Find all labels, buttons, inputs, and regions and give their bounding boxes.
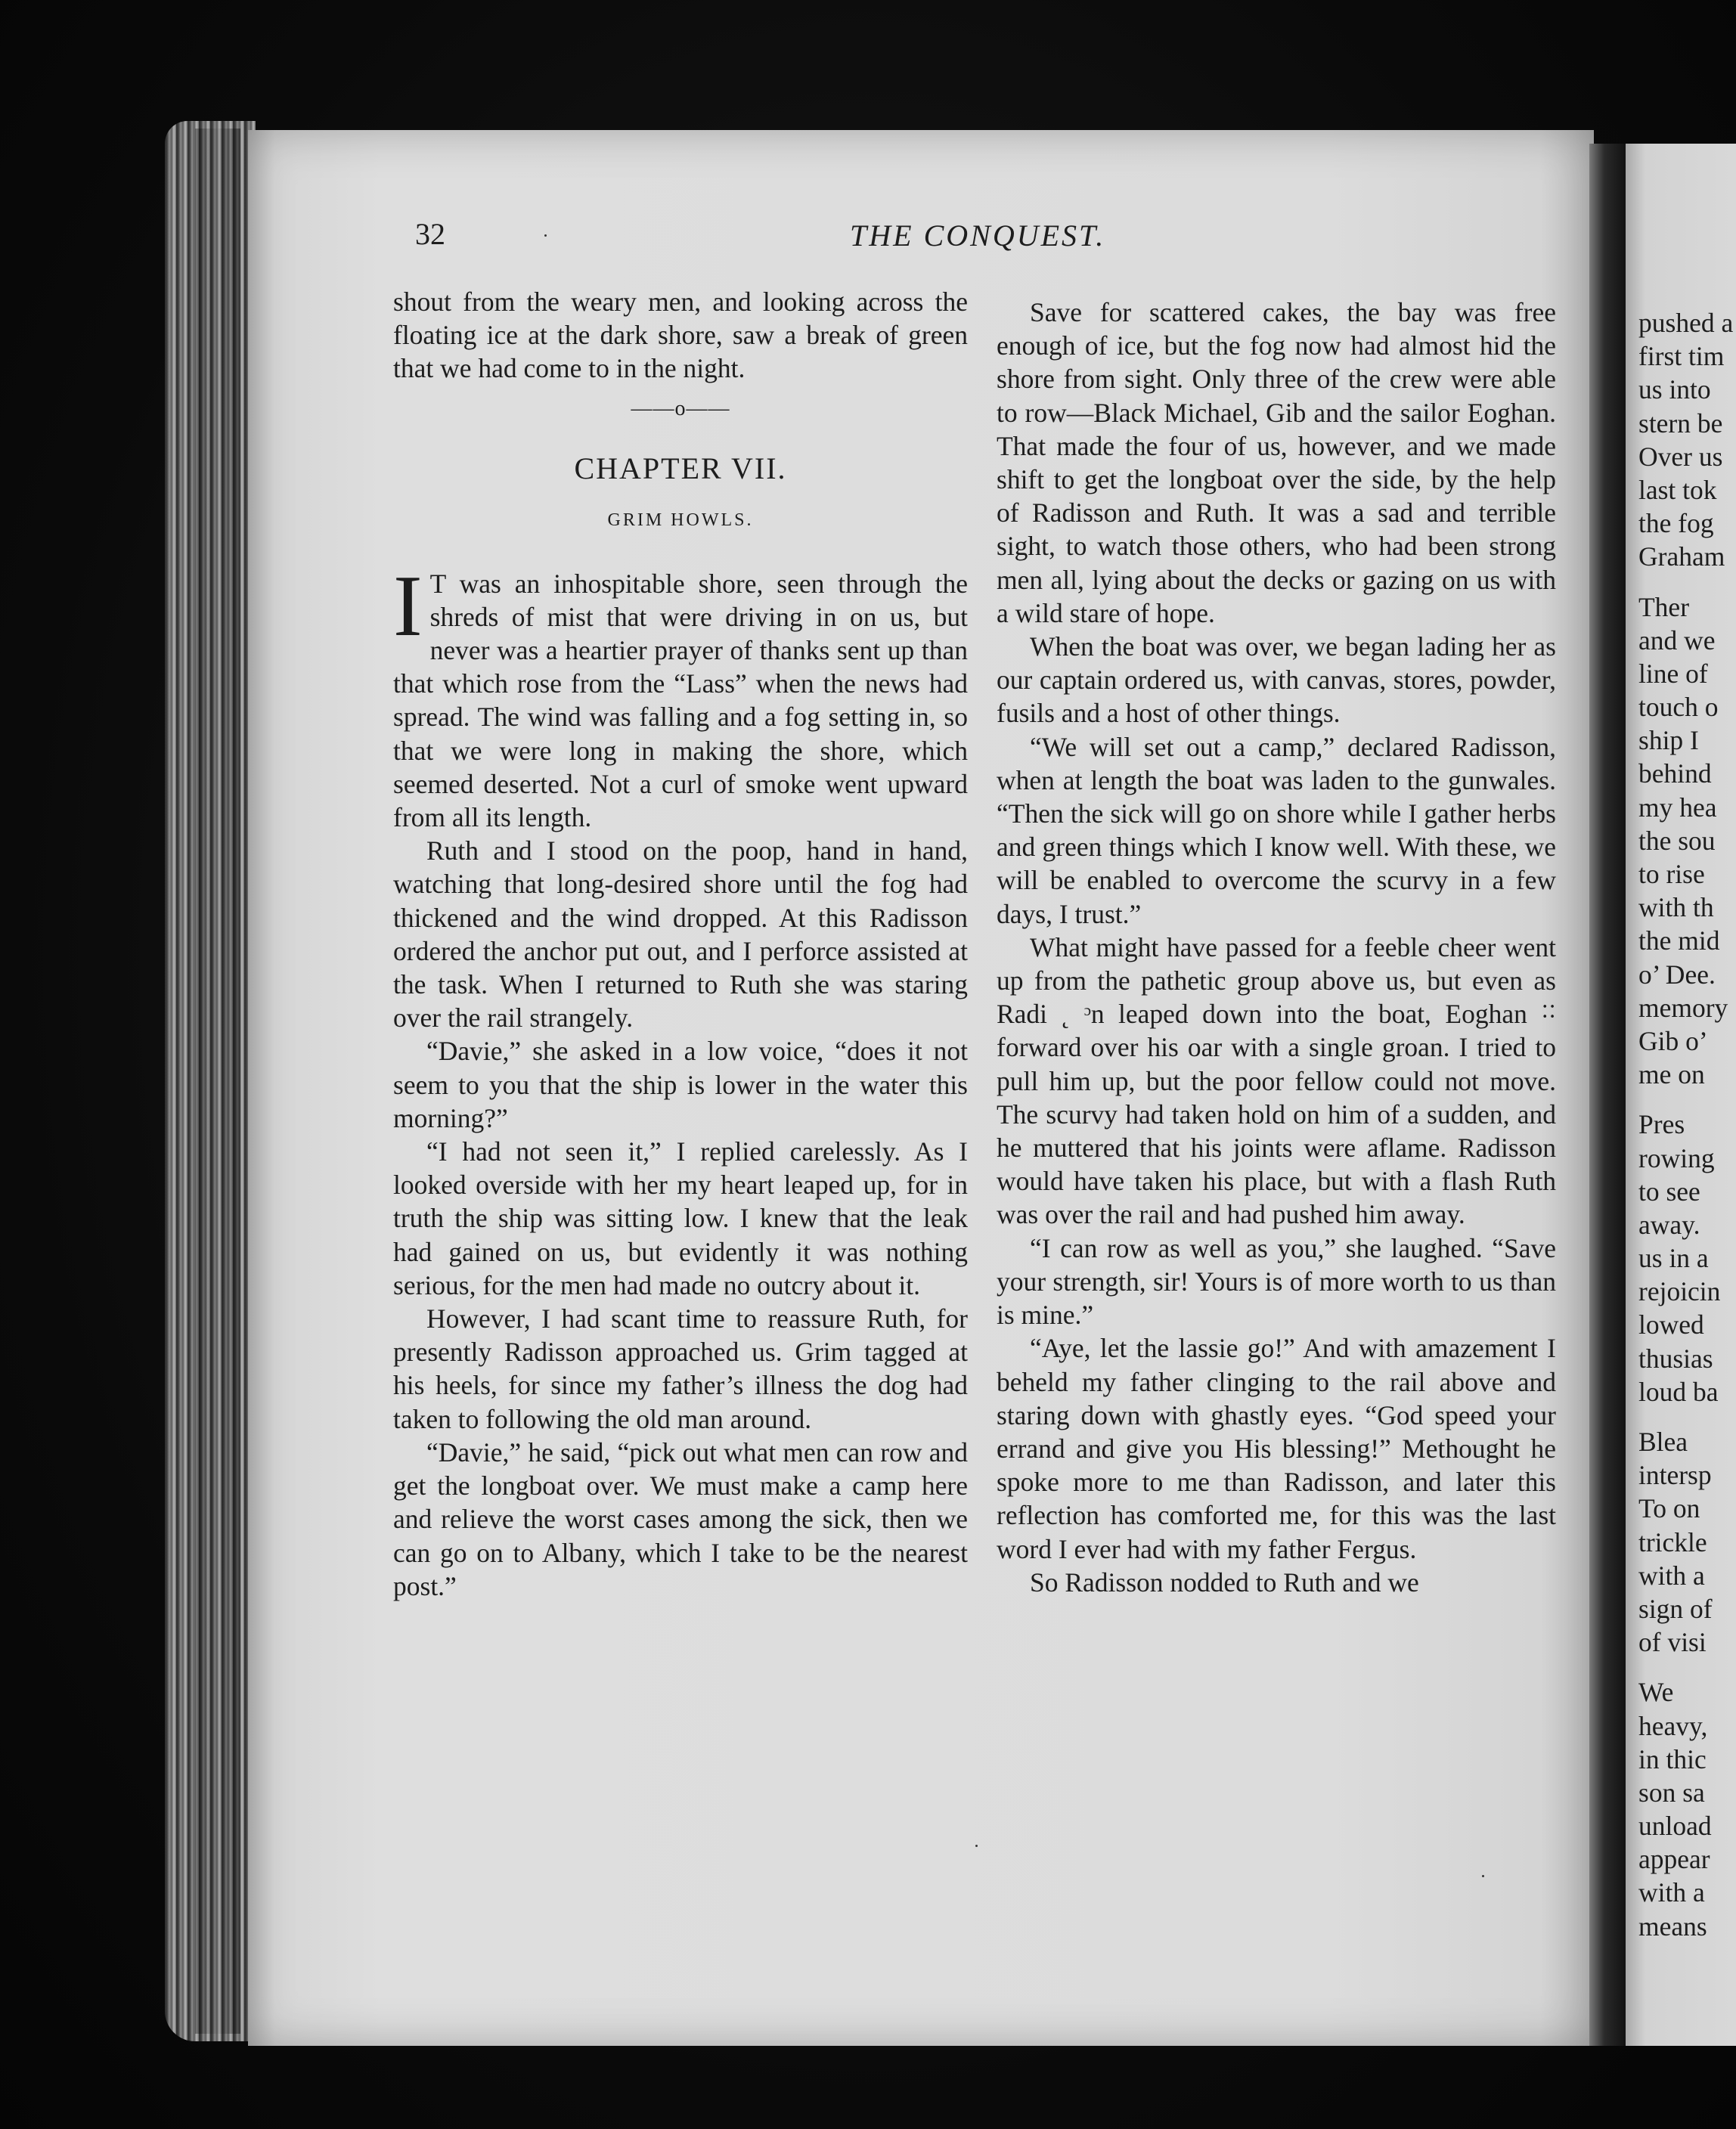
next-page-line: stern be: [1638, 408, 1723, 439]
next-page-line: thusias: [1638, 1343, 1713, 1374]
next-page-line: means: [1638, 1911, 1707, 1942]
paragraph: “I can row as well as you,” she laughed. “Save your strength, sir! Yours is of more worth to us than is mine.”: [997, 1232, 1556, 1331]
opening-paragraph: [393, 557, 968, 835]
next-page-line: of visi: [1638, 1627, 1707, 1658]
paragraph: “I had not seen it,” I replied carelessly. As I looked overside with her my heart leaped up, for in truth the ship was sitting low. I knew that the leak had gained on us, but evidently it was nothing serious, for the men had made no outcry about it.: [393, 1136, 968, 1300]
next-page-line: We: [1638, 1677, 1674, 1708]
next-page-line: in thic: [1638, 1743, 1707, 1774]
next-page-line: with a: [1638, 1560, 1705, 1591]
next-page-line: pushed a: [1638, 308, 1734, 338]
next-page-line: Over us: [1638, 441, 1723, 472]
page-number: 32: [415, 217, 445, 251]
paragraph: So Radisson nodded to Ruth and we: [1030, 1567, 1419, 1598]
next-page-line: and we: [1638, 624, 1716, 655]
next-page-text-clip: [1626, 144, 1736, 2046]
next-page-line: behind: [1638, 758, 1712, 789]
next-page-line: us in a: [1638, 1243, 1709, 1274]
next-page-line: o’ Dee.: [1638, 959, 1716, 990]
next-page-line: to see: [1638, 1176, 1700, 1207]
next-page-line: Graham: [1638, 541, 1725, 572]
next-page-line: appear: [1638, 1844, 1710, 1875]
next-page-line: to rise: [1638, 859, 1705, 889]
print-speck: [544, 234, 547, 237]
paragraph-gap: [1638, 574, 1736, 590]
next-page-line: Ther: [1638, 591, 1690, 622]
paragraph: When the boat was over, we began lading her as our captain ordered us, with canvas, stores, powder, fusils and a host of other things.: [997, 631, 1556, 729]
next-page-line: first tim: [1638, 341, 1725, 372]
next-page-line: Blea: [1638, 1427, 1688, 1457]
page-edges-shadow: [195, 129, 240, 2034]
next-page-line: the fog: [1638, 508, 1714, 539]
paragraph: Ruth and I stood on the poop, hand in hand, watching that long-desired shore until the fog had thickened and the wind dropped. At this Radisson ordered the anchor put out, and I perforce assisted at the task. When I returned to Ruth she was staring over the rail strangely.: [393, 835, 968, 1034]
next-page-line: last tok: [1638, 474, 1717, 505]
next-page-line: away.: [1638, 1209, 1700, 1240]
next-page-line: unload: [1638, 1811, 1712, 1842]
next-page-line: rowing: [1638, 1142, 1715, 1173]
next-page-line: memory: [1638, 992, 1728, 1023]
left-column: [393, 285, 968, 1603]
next-page-line: rejoicin: [1638, 1276, 1721, 1307]
page-header: [0, 213, 1736, 259]
next-page-line: my hea: [1638, 792, 1717, 823]
next-page-line: us into: [1638, 374, 1711, 405]
next-page-line: with a: [1638, 1877, 1705, 1908]
next-page-line: Pres: [1638, 1109, 1685, 1140]
running-title: THE CONQUEST.: [850, 218, 1106, 253]
paragraph: “Aye, let the lassie go!” And with amazement I beheld my father clinging to the rail above and staring down with ghastly eyes. “God speed your errand and give you His blessing!” Methought he spoke more to me than Radisson, and later this reflection has comforted me, for this was the last word I ever had with my father Fergus.: [997, 1333, 1556, 1564]
paragraph: However, I had scant time to reassure Ruth, for presently Radisson approached us. Grim tagged at his heels, for since my father’s illness the dog had taken to following the old man around.: [393, 1303, 968, 1434]
opening-text: T was an inhospitable shore, seen through the shreds of mist that were driving in on us, but never was a heartier prayer of thanks sent up than that which rose from the “Lass” when the news had spread. The wind was falling and a fog setting in, so that we were long in making the shore, which seemed deserted. Not a curl of smoke went upward from all its length.: [393, 568, 968, 833]
next-page-line: line of: [1638, 658, 1708, 689]
chapter-subtitle: GRIM HOWLS.: [607, 510, 754, 530]
next-page-line: ship I: [1638, 725, 1699, 756]
right-column: [997, 296, 1556, 1599]
next-page-line: me on: [1638, 1059, 1705, 1090]
next-page-line: Gib o’: [1638, 1025, 1708, 1056]
next-page-line: son sa: [1638, 1777, 1705, 1808]
chapter-title: CHAPTER VII.: [574, 451, 787, 485]
next-page-line: trickle: [1638, 1526, 1707, 1557]
next-page-line: the sou: [1638, 825, 1716, 856]
paragraph-gap: [1638, 1091, 1736, 1108]
paragraph-gap: [1638, 1659, 1736, 1675]
paragraph: “We will set out a camp,” declared Radisson, when at length the boat was laden to the gunwales. “Then the sick will go on shore while I gather herbs and green things which I know well. With these, we will be enabled to overcome the scurvy in a few days, I trust.”: [997, 731, 1556, 929]
next-page-line: loud ba: [1638, 1376, 1719, 1407]
drop-cap: I: [393, 557, 423, 655]
paragraph: “Davie,” he said, “pick out what men can row and get the longboat over. We must make a camp here and relieve the worst cases among the sick, then we can go on to Albany, which I take to be the nearest post.”: [393, 1436, 968, 1601]
paragraph: Save for scattered cakes, the bay was free enough of ice, but the fog now had almost hid the shore from sight. Only three of the crew were able to row—Black Michael, Gib and the sailor Eoghan. That made the four of us, however, and we made shift to get the longboat over the side, by the help of Radisson and Ruth. It was a sad and terrible sight, to watch those others, who had been strong men all, lying about the decks or gazing on us with a wild stare of hope.: [997, 297, 1556, 628]
next-page-line: touch o: [1638, 692, 1719, 723]
next-page-line: intersp: [1638, 1460, 1712, 1491]
next-page-line: with th: [1638, 892, 1714, 923]
next-page-column: [1638, 306, 1736, 1943]
paragraph-gap: [1638, 1408, 1736, 1425]
paragraph: What might have passed for a feeble cheer went up from the pathetic group above us, but even as Radi ˛ ᵓn leaped down into the boat, Eoghan ˸˸ forward over his oar with a single groan. I tried to pull him up, but the poor fellow could not move. The scurvy had taken hold on him of a sudden, and he muttered that his joints were aflame. Radisson would have taken his place, but with a flash Ruth was over the rail and had pushed him away.: [997, 931, 1556, 1230]
next-page-line: sign of: [1638, 1593, 1713, 1624]
book-gutter: [1589, 144, 1627, 2046]
print-speck: [975, 1845, 978, 1847]
next-page-line: the mid: [1638, 925, 1720, 956]
next-page-line: heavy,: [1638, 1710, 1708, 1741]
next-page-line: To on: [1638, 1493, 1700, 1524]
continuation-paragraph: shout from the weary men, and looking across the floating ice at the dark shore, saw a break of green that we had come to in the night.: [393, 287, 968, 384]
section-ornament: ——o——: [631, 396, 730, 420]
paragraph: “Davie,” she asked in a low voice, “does it not seem to you that the ship is lower in the water this morning?”: [393, 1036, 968, 1133]
next-page-line: lowed: [1638, 1309, 1704, 1340]
print-speck: [1482, 1875, 1484, 1877]
